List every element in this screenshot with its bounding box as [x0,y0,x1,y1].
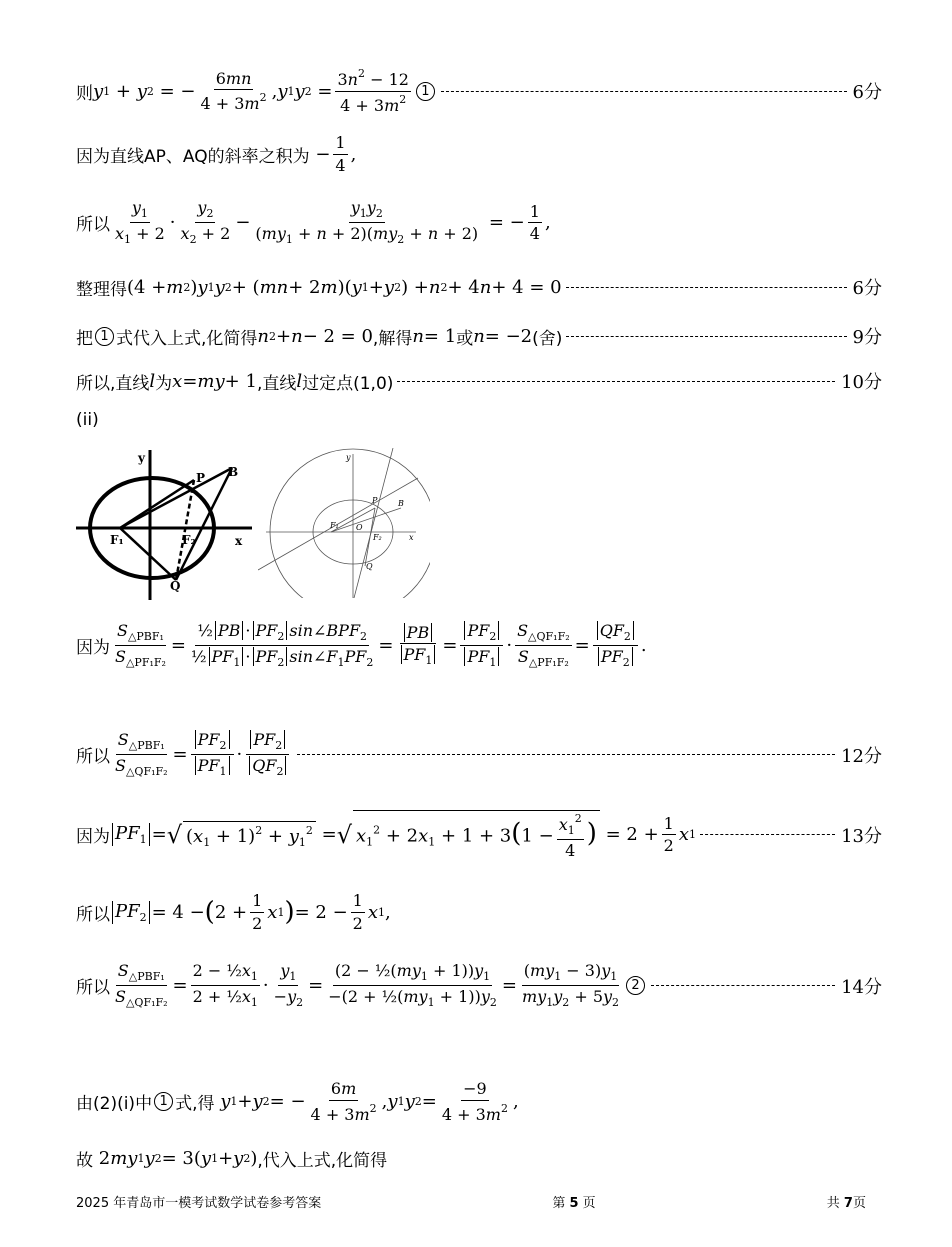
svg-text:Q: Q [170,579,181,593]
formula-line-5: 把 1 式代入上式,化简得 n 2 + n − 2 = 0 ,解得 n = 1 或 n = −2 (舍) 9分 [76,325,882,349]
svg-text:Q: Q [366,562,373,571]
formula-line-6: 所以,直线 l 为 x = my + 1 ,直线 l 过定点(1,0) 10分 [76,370,882,394]
ellipse-figure-left [72,440,257,605]
svg-text:F₁: F₁ [330,521,339,530]
formula-line-11: 所以 $\frac{S_{\triangle PBF_1}}{S_{\triangle QF_1F_2}}$ = $\frac{2 - \frac{1}{2}x_1}{2 + \frac{1}{2}x_1}$ · $\frac{y_1}{-y_2}$ = $\frac{(2 - \frac{1}{2}(my_1 + 1))y_1}{-(2 + \frac{1}{2}(my_1 + 1))y_2}$ = $\frac{(my_1 - 3)y_1}{my_1y_2 + 5y_2}$ 2 14分 [76,961,882,1010]
formula-line-12: 由(2)(i)中 1 式,得 y 1 + y 2 = − $\frac{6m}{4 + 3m^2}$ , y 1 y 2 = $\frac{-9}{4 + 3m^2}$ , [76,1079,519,1124]
svg-text:x: x [409,533,414,542]
footer-total: 共 7页 [826,1196,866,1211]
svg-text:B: B [228,465,239,479]
formula-line-1: 则 y 1 + y 2 = − $\frac{6mn}{4 + 3m^2}$ , y 1 y 2 = $\frac{3n^2 - 12}{4 + 3m^2}$ 1 6分 [76,67,882,115]
formula-line-10: 所以 $PF_2$ = 4 − ( 2 + $\frac{1}{2}$ x 1 ) = 2 − $\frac{1}{2}$ x 1 , [76,891,391,933]
formula-line-4: 整理得 (4 + m 2 ) y 1 y 2 + ( mn + 2 m )( y 1 + y 2 ) + n 2 + 4 n + 4 = 0 6分 [76,276,882,300]
footer-title: 2025 年青岛市一模考试数学试卷参考答案 [76,1196,322,1211]
part-label: (ii) [76,410,99,430]
score-6: 6分 [852,82,882,104]
formula-line-7: 因为 $\frac{S_{\triangle PBF_1}}{S_{\triangle PF_1F_2}}$ = $\frac{\frac{1}{2} PB \cdot PF_2 \sin\angle BPF_2}{\frac{1}{2} PF_1 \cdot PF_2 \sin\angle F_1PF_2}$ = $\frac{PB}{PF_1}$ = $\frac{PF_2}{PF_1}$ · $\frac{S_{\triangle QF_1F_2}}{S_{\triangle PF_1F_2}}$ = $\frac{QF_2}{PF_2}$ . [76,621,647,670]
svg-text:B: B [398,499,404,508]
svg-text:P: P [196,471,206,485]
svg-text:y: y [138,451,145,465]
circled-2: 2 [626,976,645,995]
ellipse-figure-right [258,448,430,598]
page-footer [76,1192,866,1211]
circled-1: 1 [416,82,435,101]
svg-text:x: x [235,534,243,548]
formula-line-2: 因为直线AP、AQ的斜率之积为 − $\frac{1}{4}$ , [76,133,357,175]
svg-text:F₁: F₁ [110,533,124,547]
svg-text:F₂: F₂ [373,533,382,542]
svg-text:F₂: F₂ [182,533,196,547]
svg-text:P: P [372,496,378,505]
formula-line-3: 所以 $\frac{y_1}{x_1 + 2}$ · $\frac{y_2}{x_2 + 2}$ − $\frac{y_1y_2}{(my_1 + n + 2)(my_2 + n + 2)}$ = − $\frac{1}{4}$ , [76,198,551,247]
svg-text:y: y [346,453,351,462]
dash-leader [441,91,847,92]
footer-page: 第 5 页 [552,1196,596,1211]
formula-line-13: 故 2 my 1 y 2 = 3( y 1 + y 2 ) ,代入上式,化简得 [76,1148,388,1171]
formula-line-8: 所以 $\frac{S_{\triangle PBF_1}}{S_{\triangle QF_1F_2}}$ = $\frac{PF_2}{PF_1}$ · $\frac{PF_2}{QF_2}$ 12分 [76,730,882,779]
svg-text:O: O [356,523,363,532]
formula-line-9: 因为 $PF_1$ = √ $(x_1 + 1)^2 + y_1^2$ = √ $x_1^2 + 2x_1 + 1 + 3(1$ − $\frac{x_1^2}{4}$ ) = 2 + $\frac{1}{2}$ x 1 13分 [76,812,882,861]
